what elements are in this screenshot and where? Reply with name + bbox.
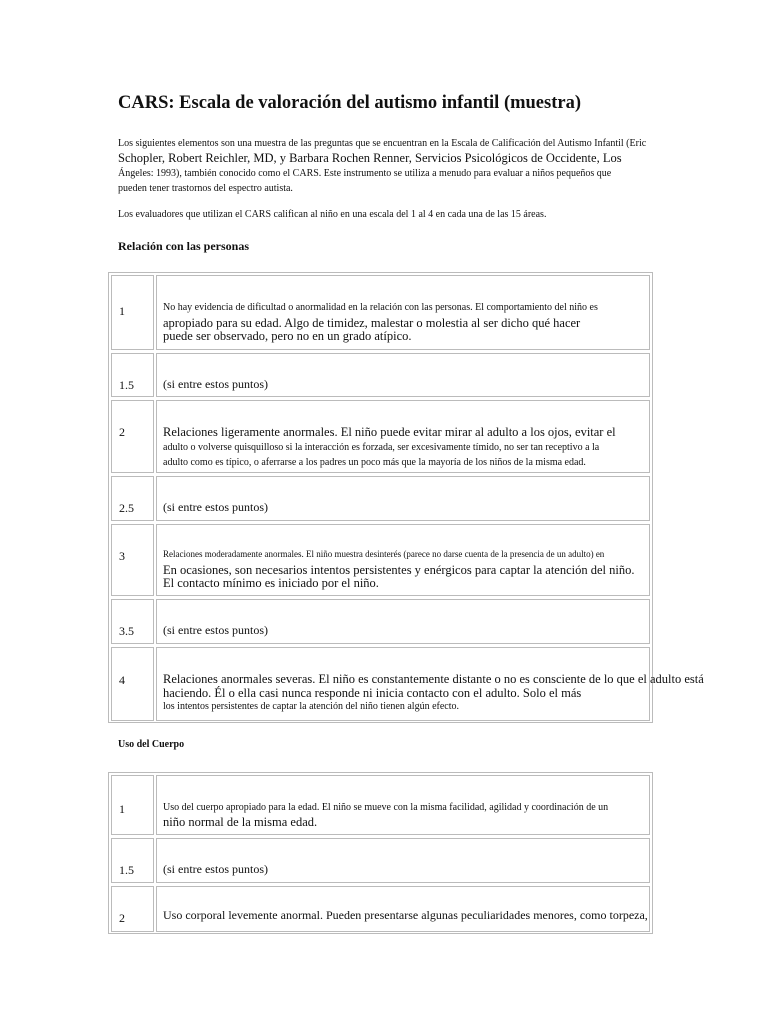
description-line: Relaciones anormales severas. El niño es constantemente distante o no es consciente de lo que el adulto está: [163, 672, 704, 686]
table-row: [111, 886, 650, 932]
table-row: [111, 524, 650, 596]
intro-line: Schopler, Robert Reichler, MD, y Barbara Rochen Renner, Servicios Psicológicos de Occidente, Los: [118, 151, 622, 165]
score-cell: [111, 886, 154, 932]
description-text: [163, 501, 647, 514]
score-cell: [111, 353, 154, 397]
score-value: 4: [119, 673, 125, 687]
score-value: 1.5: [119, 863, 134, 877]
score-cell: [111, 838, 154, 883]
raters-paragraph: Los evaluadores que utilizan el CARS califican al niño en una escala del 1 al 4 en cada una de las 15 áreas.: [118, 209, 547, 220]
description-text: [163, 800, 647, 830]
score-value: 2: [119, 425, 125, 439]
description-cell: [156, 353, 650, 397]
description-line: Uso corporal levemente anormal. Pueden presentarse algunas peculiaridades menores, como torpeza,: [163, 908, 648, 922]
description-text: [163, 672, 704, 714]
score-value: 1: [119, 304, 125, 318]
description-text: [163, 378, 647, 391]
table-row: [111, 400, 650, 473]
description-line: los intentos persistentes de captar la atención del niño tienen algún efecto.: [163, 701, 460, 712]
description-cell: [156, 476, 650, 521]
description-cell: [156, 400, 650, 473]
page-title: CARS: Escala de valoración del autismo infantil (muestra): [118, 93, 581, 113]
description-text: [163, 909, 647, 922]
table-row: [111, 838, 650, 883]
intro-line: Los siguientes elementos son una muestra de las preguntas que se encuentran en la Escala de Calificación del Autismo Infantil (Eric: [118, 138, 647, 149]
description-line: Relaciones moderadamente anormales. El niño muestra desinterés (parece no darse cuenta de la presencia de un adulto) en: [163, 549, 605, 559]
description-line: (si entre estos puntos): [163, 862, 268, 876]
table-row: [111, 599, 650, 644]
description-line: (si entre estos puntos): [163, 623, 268, 637]
description-cell: [156, 775, 650, 835]
description-line: apropiado para su edad. Algo de timidez, malestar o molestia al ser dicho qué hacer: [163, 316, 581, 330]
description-cell: [156, 599, 650, 644]
score-cell: [111, 275, 154, 350]
description-text: [163, 301, 647, 343]
rating-table-uso-cuerpo: [108, 772, 653, 934]
description-cell: [156, 886, 650, 932]
score-cell: [111, 775, 154, 835]
score-value: 3.5: [119, 624, 134, 638]
description-text: [163, 624, 647, 637]
score-cell: [111, 647, 154, 721]
section-heading-relacion: Relación con las personas: [118, 239, 250, 253]
intro-line: pueden tener trastornos del espectro autista.: [118, 183, 293, 194]
table-row: [111, 476, 650, 521]
description-line: Relaciones ligeramente anormales. El niño puede evitar mirar al adulto a los ojos, evitar el: [163, 425, 616, 439]
description-line: No hay evidencia de dificultad o anormalidad en la relación con las personas. El comportamiento del niño es: [163, 302, 598, 313]
score-cell: [111, 599, 154, 644]
table-row: [111, 775, 650, 835]
description-line: adulto como es típico, o aferrarse a los padres un poco más que la mayoría de los niños de la misma edad.: [163, 457, 586, 468]
description-cell: [156, 838, 650, 883]
table-row: [111, 647, 704, 721]
description-line: niño normal de la misma edad.: [163, 815, 318, 829]
intro-paragraph: [118, 136, 678, 196]
section-heading-uso-cuerpo: Uso del Cuerpo: [118, 739, 185, 750]
description-text: [163, 425, 647, 470]
score-cell: [111, 524, 154, 596]
description-cell: [156, 647, 704, 721]
table-row: [111, 275, 650, 350]
description-line: El contacto mínimo es iniciado por el niño.: [163, 576, 379, 590]
score-value: 1: [119, 802, 125, 816]
rating-table-relacion: [108, 272, 704, 723]
description-line: En ocasiones, son necesarios intentos persistentes y enérgicos para captar la atención del niño.: [163, 563, 635, 577]
description-cell: [156, 524, 650, 596]
description-line: (si entre estos puntos): [163, 377, 268, 391]
intro-line: Ángeles: 1993), también conocido como el CARS. Este instrumento se utiliza a menudo para evaluar a niños pequeños que: [118, 168, 612, 179]
description-text: [163, 863, 647, 876]
score-value: 1.5: [119, 378, 134, 392]
table-row: [111, 353, 650, 397]
score-value: 2: [119, 911, 125, 925]
description-line: puede ser observado, pero no en un grado atípico.: [163, 329, 412, 343]
description-line: Uso del cuerpo apropiado para la edad. El niño se mueve con la misma facilidad, agilidad y coordinación de un: [163, 802, 609, 813]
description-line: haciendo. Él o ella casi nunca responde ni inicia contacto con el adulto. Solo el más: [163, 686, 582, 700]
description-text: [163, 548, 647, 590]
description-cell: [156, 275, 650, 350]
score-cell: [111, 400, 154, 473]
description-line: (si entre estos puntos): [163, 500, 268, 514]
description-line: adulto o volverse quisquilloso si la interacción es forzada, ser excesivamente tímido, no ser tan receptivo a la: [163, 442, 600, 453]
score-value: 2.5: [119, 501, 134, 515]
score-cell: [111, 476, 154, 521]
score-value: 3: [119, 549, 125, 563]
